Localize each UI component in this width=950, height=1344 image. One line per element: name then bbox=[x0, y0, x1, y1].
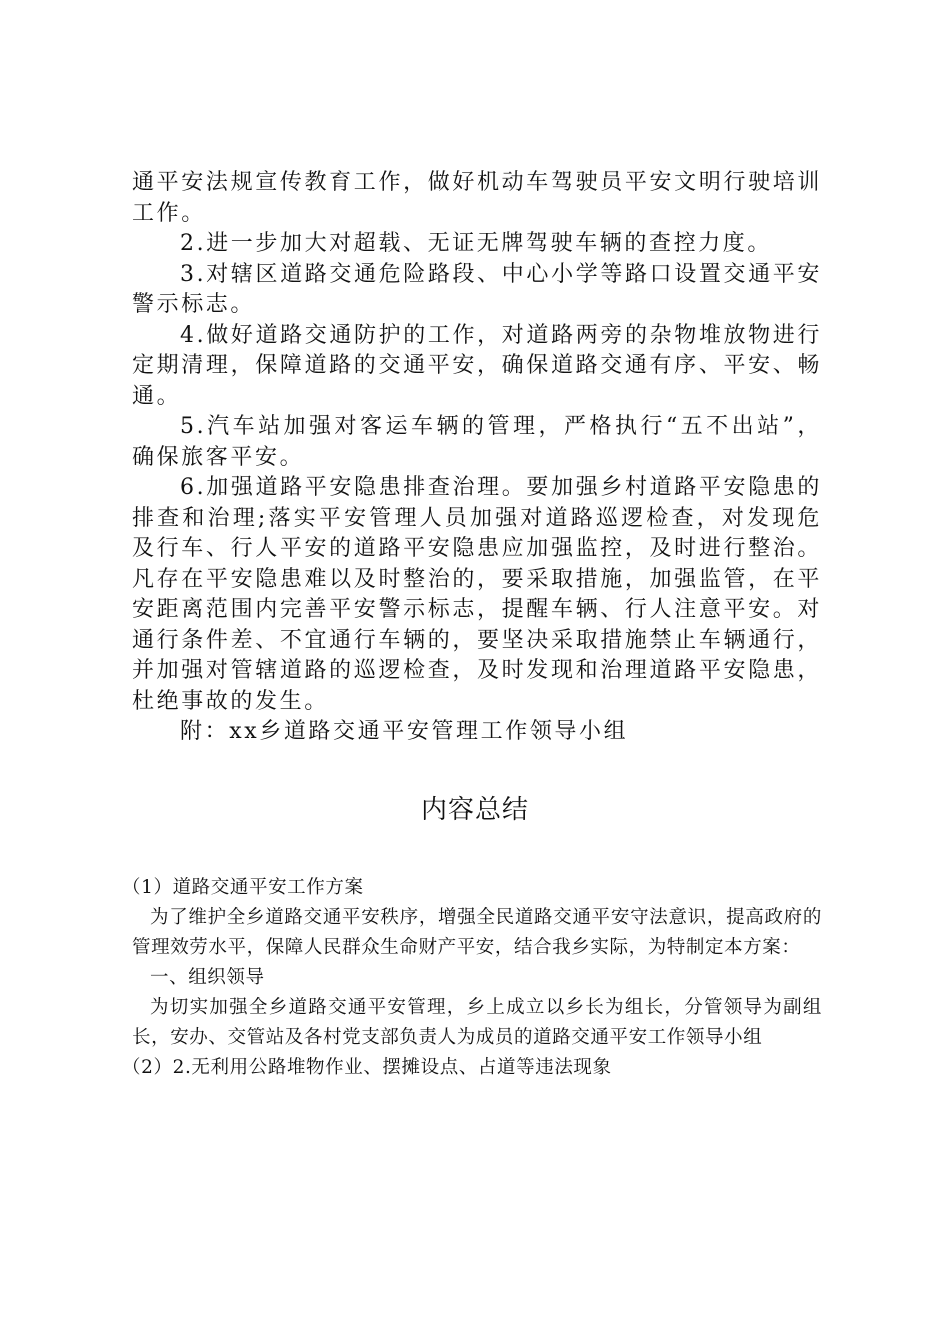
body-paragraph-item-6: 6.加强道路平安隐患排查治理。要加强乡村道路平安隐患的排查和治理;落实平安管理人员加强对道路巡逻检查，对发现危及行车、行人平安的道路平安隐患应加强监控，及时进行整治。凡存在平安隐患难以及时整治的，要采取措施，加强监管，在平安距离范围内完善平安警示标志，提醒车辆、行人注意平安。对通行条件差、不宜通行车辆的，要坚决采取措施禁止车辆通行，并加强对管辖道路的巡逻检查，及时发现和治理道路平安隐患，杜绝事故的发生。 bbox=[132, 475, 822, 714]
summary-heading-2: （2）2.无利用公路堆物作业、摆摊设点、占道等违法现象 bbox=[122, 1057, 612, 1078]
body-paragraph-item-2: 2.进一步加大对超载、无证无牌驾驶车辆的查控力度。 bbox=[180, 231, 772, 256]
body-paragraph-item-5: 5.汽车站加强对客运车辆的管理，严格执行“五不出站”，确保旅客平安。 bbox=[132, 414, 822, 470]
document-body bbox=[132, 168, 822, 748]
body-paragraph-continuation: 通平安法规宣传教育工作，做好机动车驾驶员平安文明行驶培训工作。 bbox=[132, 170, 822, 226]
summary-title: 内容总结 bbox=[420, 795, 529, 825]
body-paragraph-item-4: 4.做好道路交通防护的工作，对道路两旁的杂物堆放物进行定期清理，保障道路的交通平安，确保道路交通有序、平安、畅通。 bbox=[132, 322, 822, 409]
summary-heading-1: （1）道路交通平安工作方案 bbox=[122, 877, 364, 898]
summary-subheading: 一、组织领导 bbox=[150, 967, 265, 988]
attachment-note: 附：xx乡道路交通平安管理工作领导小组 bbox=[180, 719, 629, 744]
summary-section bbox=[122, 873, 822, 1083]
summary-paragraph: 为切实加强全乡道路交通平安管理，乡上成立以乡长为组长，分管领导为副组长，安办、交管站及各村党支部负责人为成员的道路交通平安工作领导小组 bbox=[132, 997, 822, 1048]
body-paragraph-item-3: 3.对辖区道路交通危险路段、中心小学等路口设置交通平安警示标志。 bbox=[132, 261, 822, 317]
summary-paragraph: 为了维护全乡道路交通平安秩序，增强全民道路交通平安守法意识，提高政府的管理效劳水平，保障人民群众生命财产平安，结合我乡实际，为特制定本方案： bbox=[132, 907, 822, 958]
